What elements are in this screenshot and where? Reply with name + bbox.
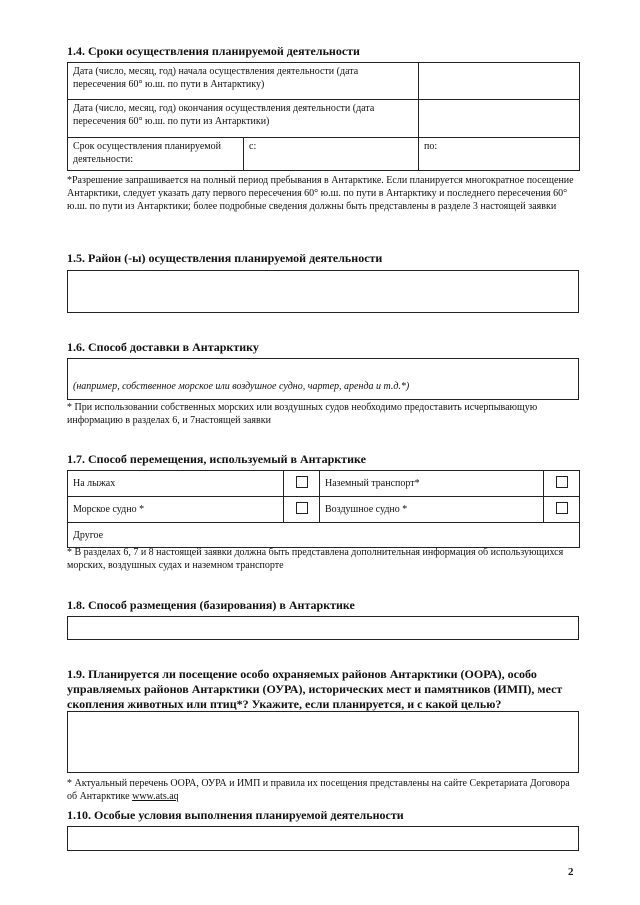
- end-date-label: Дата (число, месяц, год) окончания осуществления деятельности (дата пересечения 60° ю.ш. по пути из Антарктики): [68, 100, 419, 138]
- section-1-4-note: *Разрешение запрашивается на полный период пребывания в Антарктике. Если планируется многократное посещение Антарктики, следует указать дату первого пересечения 60° ю.ш. по пути в Антарктику и последнего пересечения 60° ю.ш. по пути из Антарктики; более подробные сведения должны быть представлены в разделе 3 настоящей заявки: [67, 175, 574, 212]
- skis-cell: [284, 471, 320, 497]
- section-1-5-heading: 1.5. Район (-ы) осуществления планируемой деятельности: [67, 251, 383, 265]
- section-1-7-note: * В разделах 6, 7 и 8 настоящей заявки должна быть представлена дополнительная информация об использующихся морских, воздушных судах и наземном транспорте: [67, 547, 564, 571]
- special-conditions-field[interactable]: [67, 826, 579, 851]
- duration-to-field[interactable]: [419, 138, 580, 171]
- section-1-9-heading: 1.9. Планируется ли посещение особо охраняемых районов Антарктики (ООРА), особо управляемых районов Антарктики (ОУРА), исторических мест и памятников (ИМП), мест скопления животных или птиц*? Укажите, если планируется, и с какой целью?: [67, 667, 563, 711]
- section-1-8-heading: 1.8. Способ размещения (базирования) в Антарктике: [67, 598, 355, 612]
- start-date-field[interactable]: [419, 63, 580, 100]
- sea-vessel-checkbox[interactable]: [296, 502, 308, 514]
- section-1-6-note: * При использовании собственных морских или воздушных судов необходимо предоставить исчерпывающую информацию в разделах 6, и 7настоящей заявки: [67, 402, 538, 426]
- sea-vessel-label: Морское судно *: [68, 497, 284, 523]
- from-label: с:: [249, 141, 257, 152]
- delivery-method-hint: (например, собственное морское или воздушное судно, чартер, аренда и т.д.*): [73, 381, 410, 392]
- ats-link[interactable]: www.ats.aq: [132, 791, 179, 802]
- start-date-label: Дата (число, месяц, год) начала осуществления деятельности (дата пересечения 60° ю.ш. по пути в Антарктику): [68, 63, 419, 100]
- other-transport-field[interactable]: [68, 523, 580, 548]
- aircraft-cell: [544, 497, 580, 523]
- section-1-9-note-text: * Актуальный перечень ООРА, ОУРА и ИМП и правила их посещения представлены на сайте Секретариата Договора об Антарктике: [67, 778, 570, 802]
- skis-label: На лыжах: [68, 471, 284, 497]
- ground-transport-checkbox[interactable]: [556, 476, 568, 488]
- aircraft-label: Воздушное судно *: [320, 497, 544, 523]
- page-number: 2: [568, 866, 574, 878]
- other-transport-label: Другое: [73, 529, 104, 541]
- duration-label: Срок осуществления планируемой деятельности:: [68, 138, 244, 171]
- ground-transport-cell: [544, 471, 580, 497]
- section-1-7-heading: 1.7. Способ перемещения, используемый в Антарктике: [67, 452, 366, 466]
- ground-transport-label: Наземный транспорт*: [320, 471, 544, 497]
- end-date-field[interactable]: [419, 100, 580, 138]
- duration-from-field[interactable]: [244, 138, 419, 171]
- section-1-4-heading: 1.4. Сроки осуществления планируемой деятельности: [67, 44, 360, 58]
- section-1-6-heading: 1.6. Способ доставки в Антарктику: [67, 340, 259, 354]
- delivery-method-field[interactable]: [67, 358, 579, 400]
- aircraft-checkbox[interactable]: [556, 502, 568, 514]
- transport-table: [67, 470, 580, 548]
- section-1-10-heading: 1.10. Особые условия выполнения планируемой деятельности: [67, 808, 404, 822]
- area-field[interactable]: [67, 270, 579, 313]
- dates-table: [67, 62, 580, 171]
- skis-checkbox[interactable]: [296, 476, 308, 488]
- sea-vessel-cell: [284, 497, 320, 523]
- accommodation-field[interactable]: [67, 616, 579, 640]
- section-1-9-note: [67, 777, 582, 803]
- protected-areas-field[interactable]: [67, 711, 579, 773]
- to-label: по:: [424, 141, 438, 152]
